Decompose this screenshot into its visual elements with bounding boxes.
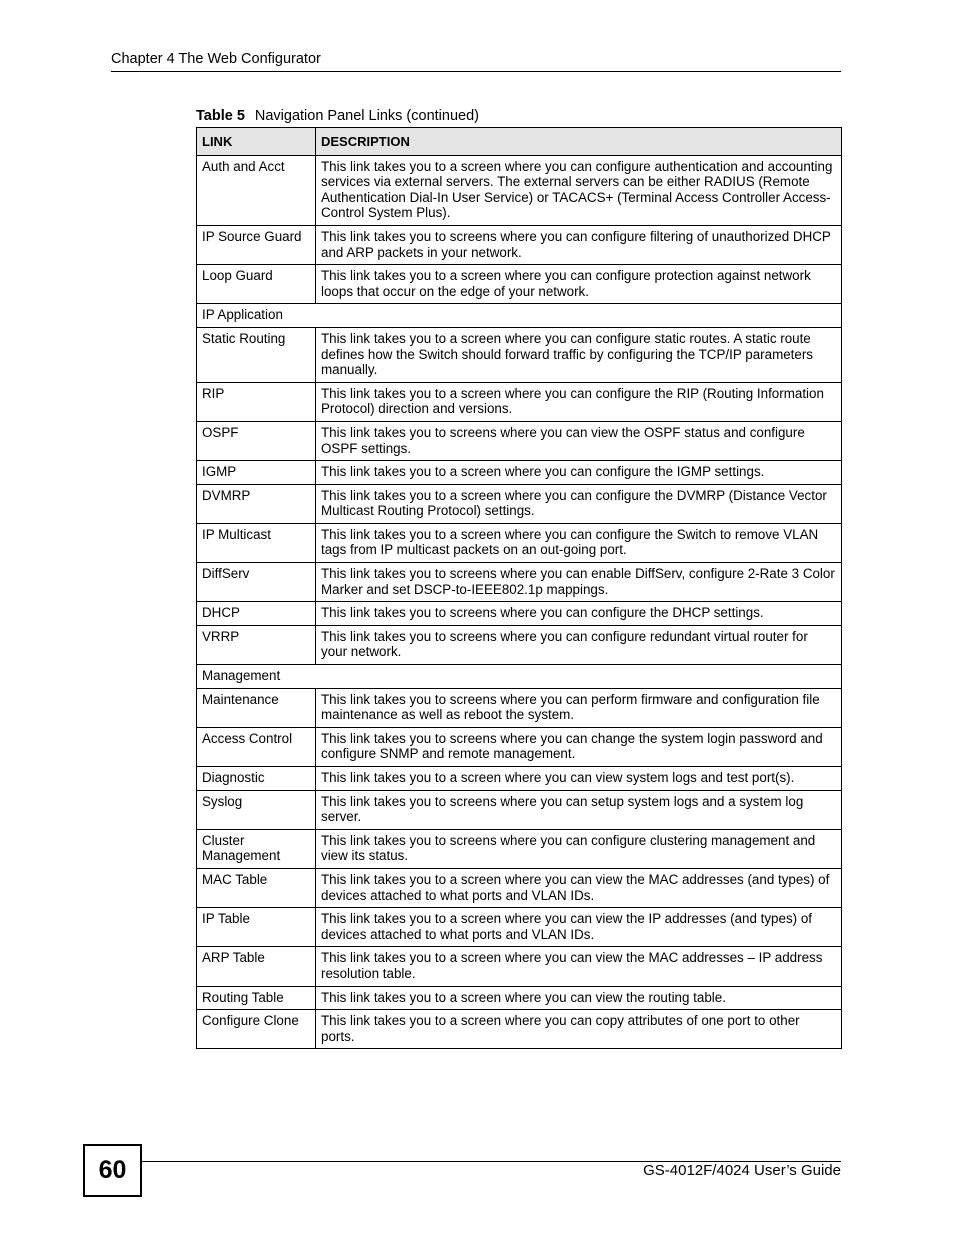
table-row <box>197 523 842 562</box>
table-row <box>197 225 842 264</box>
link-cell: IGMP <box>197 461 316 485</box>
table-header-row <box>197 128 842 156</box>
link-cell: Syslog <box>197 790 316 829</box>
link-cell: DVMRP <box>197 484 316 523</box>
description-cell: This link takes you to screens where you can setup system logs and a system log server. <box>316 790 842 829</box>
column-header-description: DESCRIPTION <box>316 128 842 156</box>
description-cell: This link takes you to a screen where you can view the IP addresses (and types) of devices attached to what ports and VLAN IDs. <box>316 908 842 947</box>
description-cell: This link takes you to a screen where you can view the MAC addresses – IP address resolution table. <box>316 947 842 986</box>
table-row <box>197 155 842 225</box>
link-cell: MAC Table <box>197 868 316 907</box>
table-row <box>197 727 842 766</box>
section-label: IP Application <box>197 304 842 328</box>
table-row <box>197 790 842 829</box>
page-number: 60 <box>83 1144 142 1197</box>
link-cell: Maintenance <box>197 688 316 727</box>
link-cell: Routing Table <box>197 986 316 1010</box>
description-cell: This link takes you to a screen where you can configure authentication and accounting services via external servers. The external servers can be either RADIUS (Remote Authentication Dial-In User Service) or TACACS+ (Terminal Access Controller Access-Control System Plus). <box>316 155 842 225</box>
table-caption-label: Table 5 <box>196 108 245 124</box>
description-cell: This link takes you to screens where you can change the system login password and configure SNMP and remote management. <box>316 727 842 766</box>
description-cell: This link takes you to screens where you can configure filtering of unauthorized DHCP and ARP packets in your network. <box>316 225 842 264</box>
description-cell: This link takes you to screens where you can perform firmware and configuration file maintenance as well as reboot the system. <box>316 688 842 727</box>
link-cell: OSPF <box>197 421 316 460</box>
table-row <box>197 947 842 986</box>
chapter-header: Chapter 4 The Web Configurator <box>111 51 841 72</box>
description-cell: This link takes you to a screen where you can view the routing table. <box>316 986 842 1010</box>
link-cell: Loop Guard <box>197 265 316 304</box>
table-row <box>197 382 842 421</box>
description-cell: This link takes you to a screen where you can configure the DVMRP (Distance Vector Multicast Routing Protocol) settings. <box>316 484 842 523</box>
table-row <box>197 767 842 791</box>
description-cell: This link takes you to screens where you can configure clustering management and view its status. <box>316 829 842 868</box>
table-row <box>197 563 842 602</box>
link-cell: DiffServ <box>197 563 316 602</box>
description-cell: This link takes you to screens where you can configure the DHCP settings. <box>316 602 842 626</box>
description-cell: This link takes you to a screen where you can configure protection against network loops that occur on the edge of your network. <box>316 265 842 304</box>
table-row <box>197 265 842 304</box>
link-cell: IP Table <box>197 908 316 947</box>
table-row <box>197 327 842 382</box>
link-cell: VRRP <box>197 625 316 664</box>
link-cell: ARP Table <box>197 947 316 986</box>
link-cell: Cluster Management <box>197 829 316 868</box>
table-row <box>197 461 842 485</box>
section-row <box>197 304 842 328</box>
table-row <box>197 1010 842 1049</box>
table-row <box>197 986 842 1010</box>
navigation-links-table <box>196 127 842 1049</box>
table-row <box>197 908 842 947</box>
link-cell: Access Control <box>197 727 316 766</box>
table-row <box>197 829 842 868</box>
description-cell: This link takes you to a screen where you can view the MAC addresses (and types) of devices attached to what ports and VLAN IDs. <box>316 868 842 907</box>
link-cell: Diagnostic <box>197 767 316 791</box>
link-cell: Configure Clone <box>197 1010 316 1049</box>
table-row <box>197 602 842 626</box>
description-cell: This link takes you to screens where you can view the OSPF status and configure OSPF settings. <box>316 421 842 460</box>
link-cell: Static Routing <box>197 327 316 382</box>
description-cell: This link takes you to a screen where you can view system logs and test port(s). <box>316 767 842 791</box>
description-cell: This link takes you to a screen where you can configure the RIP (Routing Information Protocol) direction and versions. <box>316 382 842 421</box>
description-cell: This link takes you to a screen where you can configure the IGMP settings. <box>316 461 842 485</box>
guide-title: GS-4012F/4024 User’s Guide <box>643 1162 841 1179</box>
table-row <box>197 868 842 907</box>
description-cell: This link takes you to screens where you can enable DiffServ, configure 2-Rate 3 Color Marker and set DSCP-to-IEEE802.1p mappings. <box>316 563 842 602</box>
section-label: Management <box>197 665 842 689</box>
description-cell: This link takes you to screens where you can configure redundant virtual router for your network. <box>316 625 842 664</box>
table-caption <box>196 108 479 124</box>
table-row <box>197 688 842 727</box>
link-cell: Auth and Acct <box>197 155 316 225</box>
description-cell: This link takes you to a screen where you can configure static routes. A static route defines how the Switch should forward traffic by configuring the TCP/IP parameters manually. <box>316 327 842 382</box>
table-row <box>197 484 842 523</box>
section-row <box>197 665 842 689</box>
link-cell: DHCP <box>197 602 316 626</box>
description-cell: This link takes you to a screen where you can configure the Switch to remove VLAN tags from IP multicast packets on an out-going port. <box>316 523 842 562</box>
link-cell: IP Multicast <box>197 523 316 562</box>
table-caption-title: Navigation Panel Links (continued) <box>254 108 479 124</box>
table-row <box>197 421 842 460</box>
link-cell: RIP <box>197 382 316 421</box>
link-cell: IP Source Guard <box>197 225 316 264</box>
table-row <box>197 625 842 664</box>
table-body <box>197 155 842 1049</box>
column-header-link: LINK <box>197 128 316 156</box>
description-cell: This link takes you to a screen where you can copy attributes of one port to other ports. <box>316 1010 842 1049</box>
